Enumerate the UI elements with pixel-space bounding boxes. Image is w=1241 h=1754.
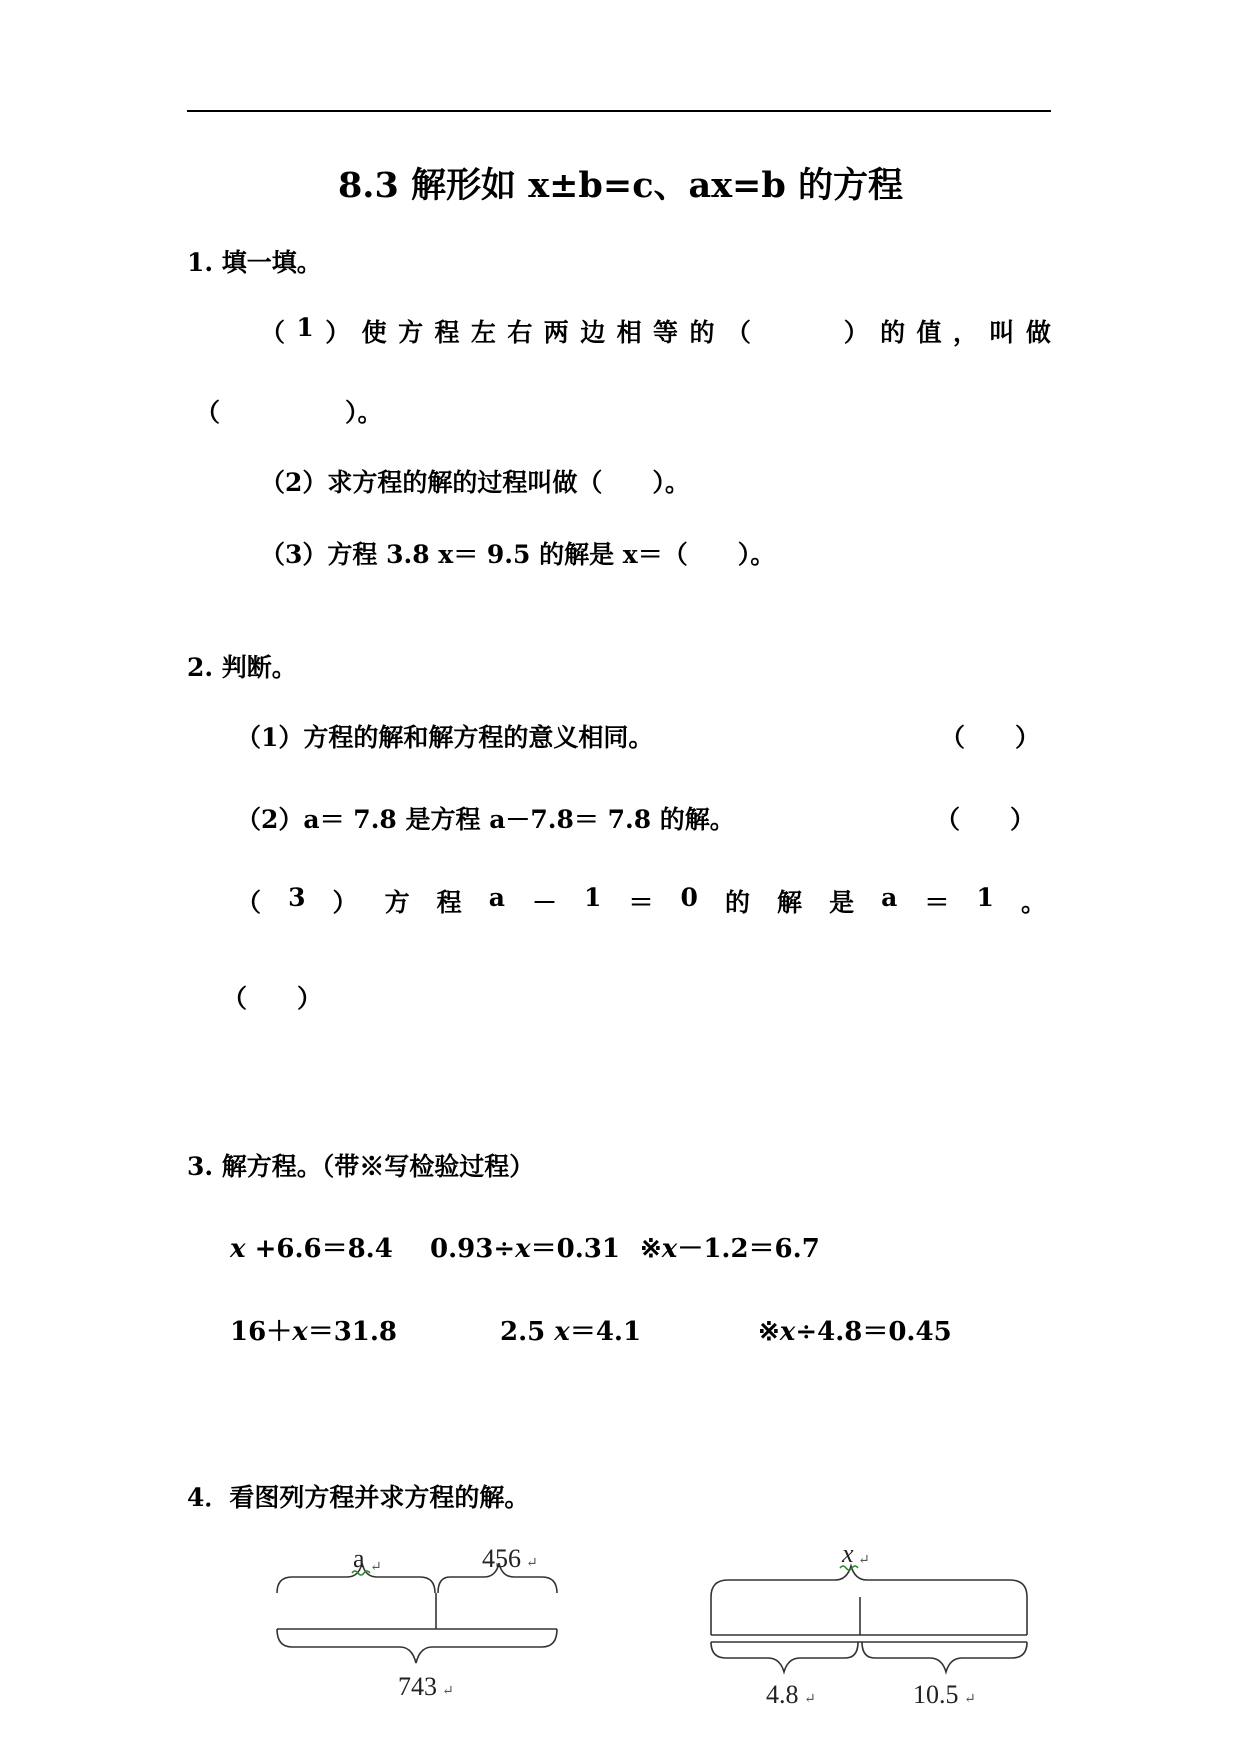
question-1-1-char: ， <box>952 318 978 347</box>
judge-3-char: （ <box>236 888 262 917</box>
question-1-3: （3）方程 3.8 x＝ 9.5 的解是 x＝（ ）。 <box>260 540 776 569</box>
label-743: 743 <box>398 1672 437 1701</box>
section-3-heading: 3. 解方程。（带※写检验过程） <box>187 1152 535 1181</box>
judge-3-char: 0 <box>680 883 698 912</box>
equation-6: ※x÷4.8＝0.45 <box>758 1317 952 1347</box>
brace-bottom-right <box>862 1642 1027 1672</box>
judge-3-char: 是 <box>829 888 855 917</box>
equation-1: x +6.6＝8.4 <box>230 1234 393 1264</box>
question-1-1-char: 边 <box>580 318 606 347</box>
question-1-1-char <box>762 313 832 349</box>
judge-3-char: 1 <box>976 883 994 912</box>
question-1-1-char: 等 <box>653 318 679 347</box>
question-1-1-char: 叫 <box>989 318 1015 347</box>
question-1-1-char: 两 <box>543 318 569 347</box>
question-1-1-char: 1 <box>296 313 314 342</box>
section-1-heading: 1. 填一填。 <box>187 248 322 277</box>
question-1-1-char: ） <box>843 318 869 347</box>
judge-1-answer-paren: （ ） <box>940 723 1041 752</box>
question-1-1-char: 右 <box>507 318 533 347</box>
question-1-1-char: 做 <box>1025 318 1051 347</box>
question-1-1-char: 的 <box>689 318 715 347</box>
judge-3-char: 的 <box>724 888 750 917</box>
question-1-1-char: 相 <box>616 318 642 347</box>
question-1-1-char: 程 <box>434 318 460 347</box>
question-1-1-char: 的 <box>880 318 906 347</box>
section-4-heading: 4．看图列方程并求方程的解。 <box>187 1483 530 1512</box>
section-2-heading: 2. 判断。 <box>187 653 297 682</box>
judge-3-char: 。 <box>1020 888 1046 917</box>
question-1-1-char: 方 <box>398 318 424 347</box>
label-4-8: 4.8 <box>766 1680 799 1709</box>
question-1-1 <box>260 313 1051 349</box>
judge-3-char: 方 <box>384 888 410 917</box>
judge-3-text <box>236 883 1046 919</box>
judge-3-char: ＝ <box>924 888 950 917</box>
question-1-1-char: ） <box>325 318 351 347</box>
label-456: 456 <box>482 1544 521 1573</box>
brace-bottom-left <box>711 1642 858 1672</box>
judge-2-text: （2）a＝ 7.8 是方程 a－7.8＝ 7.8 的解。 <box>236 805 735 834</box>
svg-text:↵: ↵ <box>804 1692 816 1707</box>
segment-diagram-1 <box>270 1545 570 1705</box>
question-1-1-continued: （ ）。 <box>195 398 383 427</box>
judge-3-char: 解 <box>777 888 803 917</box>
judge-3-char: a <box>881 883 898 912</box>
question-1-1-char: 左 <box>470 318 496 347</box>
question-1-1-char: 值 <box>916 318 942 347</box>
svg-text:↵: ↵ <box>526 1556 538 1571</box>
svg-text:↵: ↵ <box>964 1692 976 1707</box>
question-1-1-char: 使 <box>361 318 387 347</box>
judge-3-char: － <box>531 888 557 917</box>
header-rule <box>187 110 1051 112</box>
judge-3-char: ＝ <box>628 888 654 917</box>
judge-3-char: ） <box>332 888 358 917</box>
judge-3-char: 1 <box>584 883 602 912</box>
judge-3-char: 程 <box>436 888 462 917</box>
equation-4: 16＋x＝31.8 <box>230 1317 398 1347</box>
equation-3: ※x－1.2＝6.7 <box>640 1234 820 1264</box>
label-a: a <box>353 1544 365 1573</box>
brace-bottom <box>277 1629 557 1663</box>
judge-3-char: a <box>488 883 505 912</box>
svg-text:↵: ↵ <box>442 1684 454 1699</box>
equation-5: 2.5 x＝4.1 <box>500 1317 642 1347</box>
question-1-1-char: （ <box>725 318 751 347</box>
segment-diagram-2 <box>700 1540 1040 1710</box>
question-1-2: （2）求方程的解的过程叫做（ ）。 <box>260 468 690 497</box>
judge-3-answer-paren: （ ） <box>222 984 323 1013</box>
brace-top <box>711 1566 1027 1597</box>
svg-text:↵: ↵ <box>858 1553 870 1568</box>
judge-3-char: 3 <box>288 883 306 912</box>
question-1-1-char: （ <box>260 318 286 347</box>
label-10-5: 10.5 <box>913 1680 959 1709</box>
judge-1-text: （1）方程的解和解方程的意义相同。 <box>236 723 654 752</box>
svg-text:↵: ↵ <box>370 1560 382 1575</box>
judge-2-answer-paren: （ ） <box>935 805 1036 834</box>
equation-2: 0.93÷x＝0.31 <box>430 1234 620 1264</box>
page-title: 8.3 解形如 x±b=c、ax=b 的方程 <box>337 165 904 206</box>
label-x: x <box>842 1539 854 1568</box>
